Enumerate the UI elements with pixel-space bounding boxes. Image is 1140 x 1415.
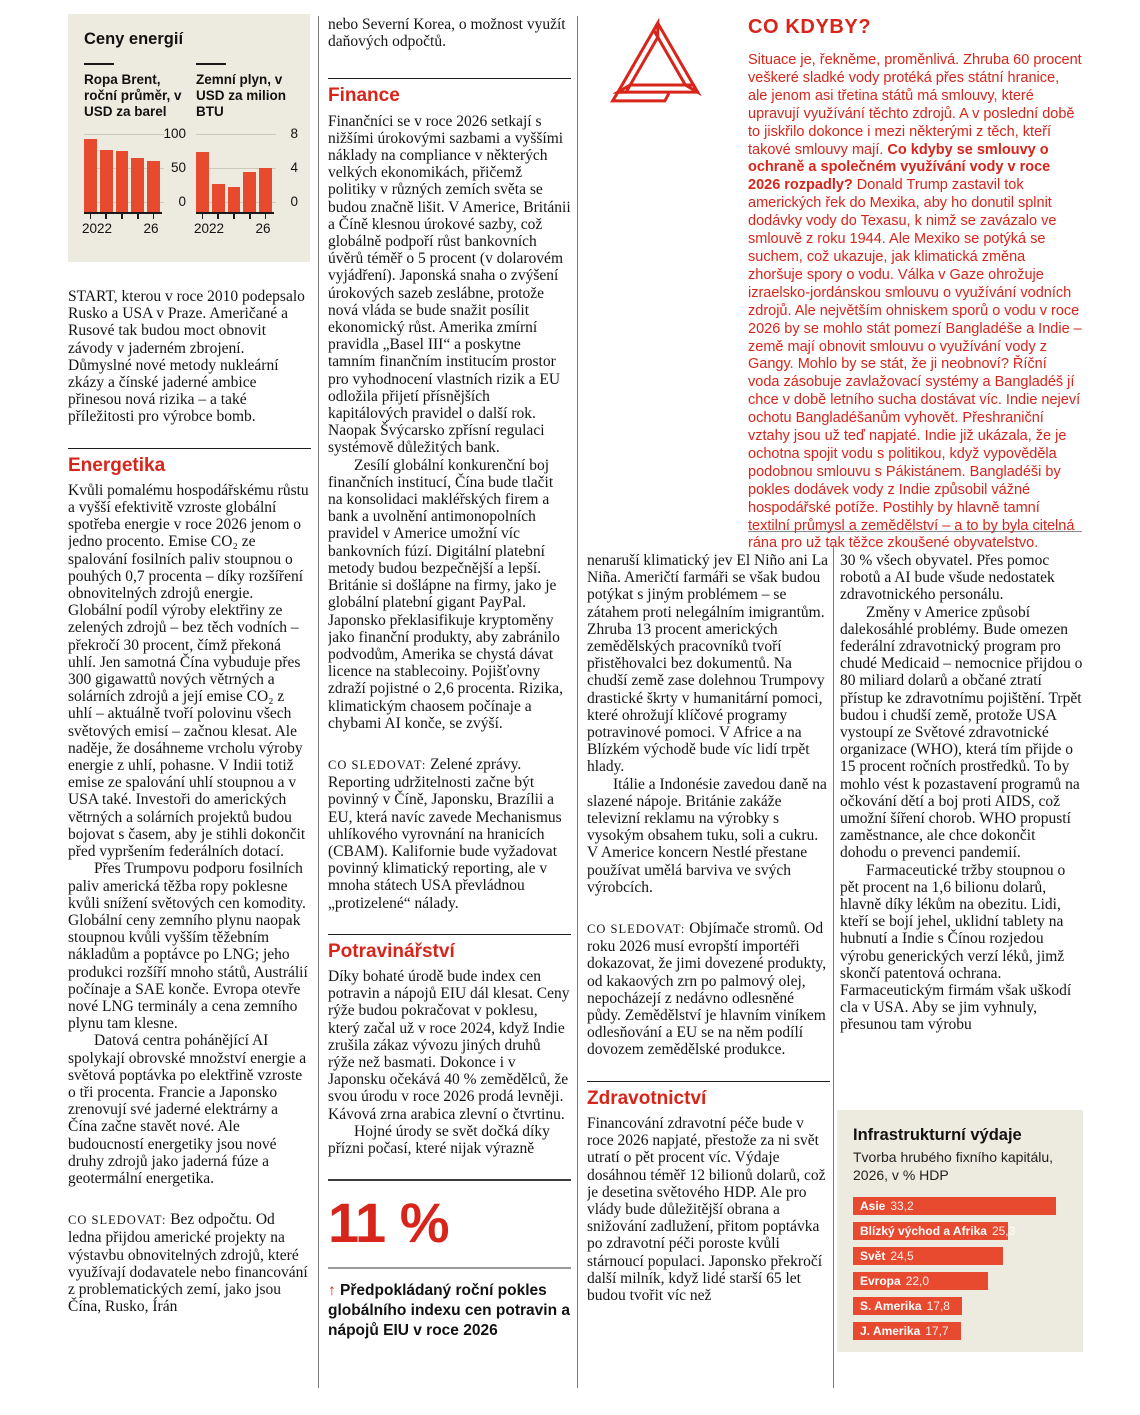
x-axis-label: 26 bbox=[255, 221, 271, 236]
infra-bar-value: 25,3 bbox=[991, 1224, 1016, 1238]
infra-bar-value: 17,8 bbox=[926, 1299, 950, 1313]
brent-chart-label: Ropa Brent, roční průměr, v USD za barel bbox=[84, 72, 182, 119]
column-health-pharma bbox=[840, 552, 1083, 1097]
chart-box-title: Ceny energií bbox=[84, 30, 184, 48]
x-axis-tick bbox=[121, 214, 123, 219]
x-axis-tick bbox=[137, 214, 139, 219]
infra-bar-label: Blízký východ a Afrika bbox=[860, 1224, 987, 1238]
column-divider bbox=[577, 16, 578, 1388]
infra-bar bbox=[853, 1222, 1016, 1240]
impossible-triangle-logo bbox=[610, 16, 702, 113]
infra-bar bbox=[853, 1297, 962, 1315]
paragraph: Hojné úrody se svět dočká díky přízni počasí, které nijak výrazně bbox=[328, 1122, 550, 1157]
y-axis-tick-label: 0 bbox=[178, 194, 186, 209]
x-axis-tick bbox=[105, 214, 107, 219]
infra-bar-label: S. Amerika bbox=[860, 1299, 922, 1313]
stat-caption bbox=[328, 1281, 571, 1341]
x-axis-tick bbox=[233, 214, 235, 219]
column-energy bbox=[68, 288, 311, 1400]
paragraph: 30 % všech obyvatel. Přes pomoc robotů a AI bude všude nedostatek zdravotnického personálu. bbox=[840, 552, 1055, 604]
x-axis-line bbox=[84, 212, 162, 214]
x-axis-line bbox=[196, 212, 274, 214]
infra-bar-value: 24,5 bbox=[890, 1249, 914, 1263]
column-finance-food bbox=[328, 16, 571, 1402]
co-kdyby-text bbox=[748, 52, 1082, 553]
paragraph: Kvůli pomalému hospodářskému růstu a vyšší efektivitě vzroste globální spotřeba energie v roce 2026 jenom o jedno procento. Emise CO₂ ze spalování fosilních paliv stoupnou o pouhých 0,7 procenta – díky rozšíření obnovitelných zdrojů energie. Globální podíl výroby elektřiny ze zelených zdrojů – bez těch vodních – překročí 30 procent, čímž překoná uhlí. Jen samotná Čína vybuduje přes 300 gigawattů nových větrných a solárních zdrojů a její emise CO₂ z uhlí – aktuálně tvoří polovinu všech světových emisí – začnou klesat. Ale naděje, že dosáhneme vrcholu výroby energie z uhlí, pohasne. V Indii totiž emise ze spalování uhlí stoupnou a v USA také. Investoři do amerických větrných a solárních projektů budou bojovat s časem, aby je stihli dokončit před vypršením federálních dotací. bbox=[68, 481, 309, 861]
red-text-bold-question: Co kdyby se smlouvy o ochraně a společném využívání vody v roce 2026 rozpadly? bbox=[748, 141, 1051, 194]
stat-caption-text: Předpokládaný roční pokles globálního indexu cen potravin a nápojů EIU v roce 2026 bbox=[328, 1282, 570, 1340]
y-axis-tick-label: 4 bbox=[290, 160, 298, 175]
paragraph: Díky bohaté úrodě bude index cen potravin a nápojů EIU dál klesat. Ceny rýže budou pokračovat v poklesu, který začal už v roce 2024, když Indie zrušila zákaz vývozu jiných druhů rýže než basmati. Dokonce i v Japonsku očekává 40 % zemědělců, že svou úrodu v roce 2026 prodá levněji. Kávová zrna arabica zlevní o čtvrtinu. bbox=[328, 967, 570, 1123]
x-axis-tick bbox=[249, 214, 251, 219]
red-text: Situace je, řekněme, proměnlivá. Zhruba 60 procent veškeré sladké vody protéká přes státní hranice, ale jenom asi třetina států má smlouvy, které upravují využívání těchto zdrojů. A v poslední době to jiskřilo dokonce i mezi některými z těch, kteří takové smlouvy mají. bbox=[748, 52, 1082, 158]
bar bbox=[116, 151, 129, 212]
infra-bar-value: 22,0 bbox=[905, 1274, 930, 1288]
bar bbox=[196, 152, 209, 212]
y-axis-tick-label: 8 bbox=[290, 126, 298, 141]
bar bbox=[259, 168, 272, 212]
infra-bar bbox=[853, 1247, 1003, 1265]
paragraph: nebo Severní Korea, o možnost využít daňových odpočtů. bbox=[328, 16, 566, 51]
paragraph: Financování zdravotní péče bude v roce 2026 napjaté, přestože za ni svět utratí o pět procent víc. Výdaje dosáhnou téměř 12 bilionů dolarů, což je desetina světového HDP. Ale pro vlády bude důležitější obrana a snižování zadlužení, přitom poptávka po zdravotní péči poroste kvůli stárnoucí populaci. Japonsko překročí další milník, když lidé starší 65 let budou tvořit víc než bbox=[587, 1114, 826, 1304]
gas-chart bbox=[196, 63, 298, 240]
chart-subtitle: Tvorba hrubého fixního kapitálu, 2026, v % HDP bbox=[853, 1149, 1054, 1183]
watch-kicker: CO SLEDOVAT: bbox=[587, 922, 686, 937]
y-axis-tick-label: 0 bbox=[290, 194, 298, 209]
section-finance bbox=[328, 78, 571, 911]
paragraph: Farmaceutické tržby stoupnou o pět procent na 1,6 bilionu dolarů, hlavně díky lékům na obezitu. Lidi, kteří se bojí jehel, uklidní tablety na hubnutí a Indie s Čínou rozjedou výrobu generických verzí léků, jimž skončí patentová ochrana. Farmaceutickým firmám však uškodí cla v USA. Aby se jim vyhnuly, přesunou tam výrobu bbox=[840, 861, 1072, 1034]
stat-callout bbox=[328, 1179, 571, 1341]
x-axis-tick bbox=[202, 214, 204, 219]
section-zdravotnictvi bbox=[587, 1081, 830, 1304]
infra-bar bbox=[853, 1322, 961, 1340]
infra-bar bbox=[853, 1272, 988, 1290]
co-kdyby-sidebar bbox=[748, 16, 1082, 553]
column-divider bbox=[833, 545, 834, 1388]
x-axis-label: 26 bbox=[143, 221, 159, 236]
infra-bar-label: Svět bbox=[860, 1249, 886, 1263]
column-agri-health bbox=[587, 552, 830, 1402]
mini-charts-row bbox=[84, 63, 298, 240]
infra-bar-label: Asie bbox=[860, 1199, 886, 1213]
x-axis-label: 2022 bbox=[194, 221, 225, 236]
gas-chart-label: Zemní plyn, v USD za milion BTU bbox=[196, 72, 287, 119]
paragraph: START, kterou v roce 2010 podepsalo Rusko a USA v Praze. Američané a Rusové tak budou moct obnovit závody v jaderném zbrojení. Důmyslné nové metody nukleární zkázy a čínské jaderné ambice přinesou nová rizika – a také příležitosti pro výrobce bomb. bbox=[68, 288, 305, 426]
watch-paragraph bbox=[328, 756, 571, 912]
chart-title: Infrastrukturní výdaje bbox=[853, 1126, 1022, 1144]
x-axis-tick bbox=[153, 214, 155, 219]
label-rule bbox=[84, 63, 114, 65]
watch-paragraph bbox=[587, 920, 830, 1059]
gridline bbox=[196, 134, 276, 135]
bar bbox=[228, 187, 241, 212]
infra-bars bbox=[853, 1197, 1067, 1340]
infra-bar-label: J. Amerika bbox=[860, 1324, 921, 1338]
section-heading: Energetika bbox=[68, 454, 166, 476]
gridline bbox=[84, 134, 164, 135]
x-axis-tick bbox=[217, 214, 219, 219]
section-heading: Zdravotnictví bbox=[587, 1087, 707, 1109]
watch-text: Bez odpočtu. Od ledna přijdou americké projekty na výstavbu obnovitelných zdrojů, které využívají dodavatele nebo financování z problematických zemí, jako jsou Čína, Rusko, Írán bbox=[68, 1211, 308, 1316]
watch-paragraph bbox=[68, 1211, 311, 1315]
section-potravinarstvi bbox=[328, 934, 571, 1157]
infra-bar-value: 33,2 bbox=[890, 1199, 914, 1213]
up-arrow-icon: ↑ bbox=[328, 1282, 336, 1300]
section-heading: Potravinářství bbox=[328, 940, 455, 962]
co-kdyby-heading: CO KDYBY? bbox=[748, 16, 872, 38]
stat-value: 11 % bbox=[328, 1191, 449, 1255]
brent-chart-plot bbox=[84, 128, 186, 240]
penrose-triangle-icon bbox=[610, 16, 702, 108]
x-axis-tick bbox=[90, 214, 92, 219]
bar bbox=[212, 184, 225, 212]
watch-text: Objímače stromů. Od roku 2026 musí evropští importéři dokazovat, že jimi dovezené produkty, od kakaových zrn po palmový olej, nepocházejí z nedávno odlesněné půdy. Zemědělství je hlavním viníkem odlesňování a EU se na něm podílí dovozem zemědělské produkce. bbox=[587, 920, 827, 1059]
paragraph: Změny v Americe způsobí dalekosáhlé problémy. Bude omezen federální zdravotnický program pro chudé Medicaid – nemocnice přijdou o 80 miliard dolarů a občané ztratí přístup ke zdravotnímu pojištění. Trpět budou i chudší země, protože USA vystoupí ze Světové zdravotnické organizace (WHO), která tím přijde o 15 procent ročních prostředků. To by mohlo vést k pozastavení programů na očkování dětí a boj proti AIDS, což umožní šíření chorob. WHO propustí zaměstnance, ale chce dokončit dohodu o prevenci pandemií. bbox=[840, 603, 1083, 862]
watch-text: Zelené zprávy. Reporting udržitelnosti začne být povinný v Číně, Japonsku, Brazílii a EU, která navíc zavede Mechanismus uhlíkového vyrovnání na hranicích (CBAM). Kalifornie bude vyžadovat povinný klimatický reporting, ale v mnoha státech USA převládnou „protizelené“ nálady. bbox=[328, 755, 562, 912]
bar bbox=[147, 161, 160, 212]
infra-bar bbox=[853, 1197, 1056, 1215]
bar bbox=[243, 172, 256, 212]
watch-kicker: CO SLEDOVAT: bbox=[68, 1213, 167, 1228]
watch-kicker: CO SLEDOVAT: bbox=[328, 757, 427, 772]
paragraph: nenaruší klimatický jev El Niño ani La Niña. Američtí farmáři se však budou potýkat s jiným problémem – se zátahem proti nelegálním imigrantům. Zhruba 13 procent amerických zemědělských pracovníků tvoří přistěhovalci bez dokumentů. Na chudší země zase dolehnou Trumpovy drastické škrty v humanitární pomoci, které ohrožují klíčové programy potravinové pomoci. V Africe a na Blízkém východě bude víc lidí trpět hlady. bbox=[587, 552, 829, 776]
paragraph: Datová centra pohánějící AI spolykají obrovské množství energie a světová poptávka po elektřině vzroste o tři procenta. Francie a Japonsko zrenovují své jaderné elektrárny a Čína začne stavět nové. Ale budoucností energetiky jsou nové druhy zdrojů jako jaderná fúze a geotermální energetika. bbox=[68, 1032, 307, 1187]
paragraph: Itálie a Indonésie zavedou daně na slazené nápoje. Británie zakáže televizní reklamu na výrobky s vysokým obsahem tuku, soli a cukru. V Americe koncern Nestlé přestane používat umělá barviva ve svých výrobcích. bbox=[587, 775, 827, 896]
section-heading: Finance bbox=[328, 85, 400, 107]
x-axis-tick bbox=[265, 214, 267, 219]
gas-chart-plot bbox=[196, 128, 298, 240]
bar bbox=[131, 158, 144, 212]
paragraph: Přes Trumpovu podporu fosilních paliv americká těžba ropy poklesne kvůli snížení světových cen komodity. Globální ceny zemního plynu naopak stoupnou kvůli vyšším těžebním nákladům a poptávce po LNG; jeho produkci rozšíří mnoho států, Austrálií počínaje a SAE konče. Evropa otevře nové LNG terminály a cena zemního plynu tam klesne. bbox=[68, 860, 308, 1033]
section-energetika bbox=[68, 448, 311, 1316]
y-axis-tick-label: 100 bbox=[163, 126, 186, 141]
red-text: Donald Trump zastavil tok amerických řek do Mexika, aby ho donutil splnit dodávky vody do Texasu, k nimž se zavázalo ve smlouvě z roku 1944. Ale Mexiko se potýká se suchem, což ukazuje, jak klimatická změna zhoršuje spory o vodu. Válka v Gaze ohrožuje izraelsko-jordánskou smlouvu o využívání vodních zdrojů. Ale největším ohniskem sporů o vodu v roce 2026 by se mohlo stát pomezí Bangladéše a Indie – země mají obnovit smlouvu o využívání vody z Gangy. Mohlo by se stát, že ji neobnoví? Říční voda zásobuje zavlažovací systémy a Bangladéš jí chce v době letního sucha dostávat víc. Indie nejeví ochotu Bangladéšanům vyhovět. Přeshraniční vztahy jsou už teď napjaté. Indie již ukázala, že je ochotna spojit vodu s politikou, když vypověděla podobnou smlouvu s Pákistánem. Bangladéši by pokles dodávek vody z Indie způsobil vážné hospodářské potíže. Postihly by hlavně tamní textilní průmysl a zemědělství – a to by byla citelná rána pro už tak těžce zkoušené obyvatelstvo. bbox=[748, 177, 1082, 552]
bar bbox=[100, 150, 113, 212]
paragraph: Finančníci se v roce 2026 setkají s nižšími úrokovými sazbami a vyššími náklady na compliance v některých velkých ekonomikách, přičemž politiky v různých zemích světa se budou značně lišit. V Americe, Británii a Číně klesnou úrokové sazby, což globálně podpoří růst bankovních úvěrů téměř o 5 procent (v dolarovém vyjádření). Japonská snaha o zvýšení úrokových sazeb zeslábne, protože nová vláda se bude snažit posílit ekonomický růst. Amerika zmírní pravidla „Basel III“ a poskytne tamním finančním institucím prostor pro vyhodnocení vlastních rizik a EU odložila přijetí přísnějších kapitálových pravidel o další rok. Naopak Švýcarsko zpřísní regulaci systémově důležitých bank. bbox=[328, 112, 571, 457]
infra-bar-label: Evropa bbox=[860, 1274, 901, 1288]
infra-bar-value: 17,7 bbox=[925, 1324, 949, 1338]
bar bbox=[84, 139, 97, 212]
infrastructure-chart-box bbox=[837, 1110, 1083, 1352]
stat-divider bbox=[328, 1267, 571, 1269]
y-axis-tick-label: 50 bbox=[170, 160, 186, 175]
paragraph: Zesílí globální konkurenční boj finančních institucí, Čína bude tlačit na konsolidaci makléřských firem a bank a uvolnění antimonopolních pravidel v Americe umožní víc bankovních fúzí. Digitální platební metody budou bezpečnější a lepší. Británie si došlápne na firmy, jako je globální platební gigant PayPal. Japonsko překlasifikuje kryptoměny jako finanční produkty, aby zabránilo podvodům, Amerika se chystá dávat licence na stablecoiny. Pojišťovny zdraží pojistné o 2,6 procenta. Rizika, klimatickým chaosem počínaje a chybami AI konče, se zvýší. bbox=[328, 456, 564, 732]
x-axis-label: 2022 bbox=[82, 221, 113, 236]
column-divider bbox=[318, 16, 319, 1388]
energy-prices-chart-box bbox=[68, 14, 310, 262]
label-rule bbox=[196, 63, 226, 65]
brent-chart bbox=[84, 63, 186, 240]
